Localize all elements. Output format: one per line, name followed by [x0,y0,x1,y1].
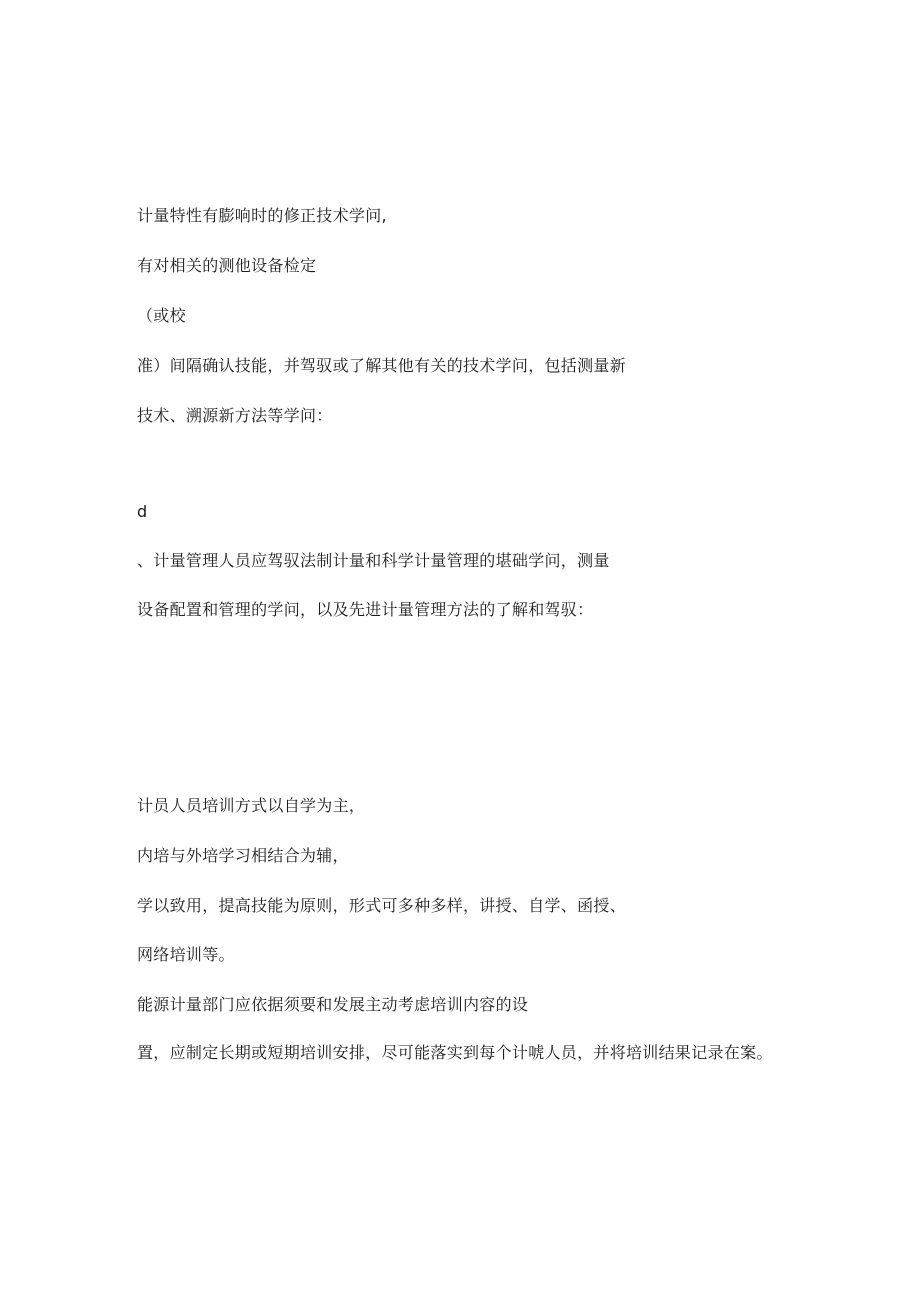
text-line-7: 、计量管理人员应驾驭法制计量和科学计量管理的堪础学问，测量 [137,551,610,570]
text-line-9: 计员人员培训方式以自学为主， [137,796,366,815]
text-line-11: 学以致用，提高技能为原则，形式可多种多样，讲授、自学、函授、 [137,896,627,915]
text-line-10: 内培与外培学习相结合为辅， [137,846,349,865]
text-line-12: 网络培训等。 [137,945,235,964]
text-line-2: 有对相关的测他设备检定 [137,256,317,275]
text-line-3: （或校 [137,306,186,325]
text-line-5: 技术、溯源新方法等学问： [137,406,333,425]
text-line-4: 准）间隔确认技能，并驾驭或了解其他有关的技术学问，包括测量新 [137,356,627,375]
text-line-6: d [137,502,148,521]
text-line-13: 能源计量部门应依据须要和发展主动考虑培训内容的设 [137,995,529,1014]
text-line-14: 置，应制定长期或短期培训安排，尽可能落实到每个计唬人员，并将培训结果记录在案。 [137,1043,773,1062]
text-line-8: 设备配置和管理的学问，以及先进计量管理方法的了解和驾驭： [137,600,594,619]
text-line-1: 计量特性有膨响时的修正技术学问, [137,206,387,225]
